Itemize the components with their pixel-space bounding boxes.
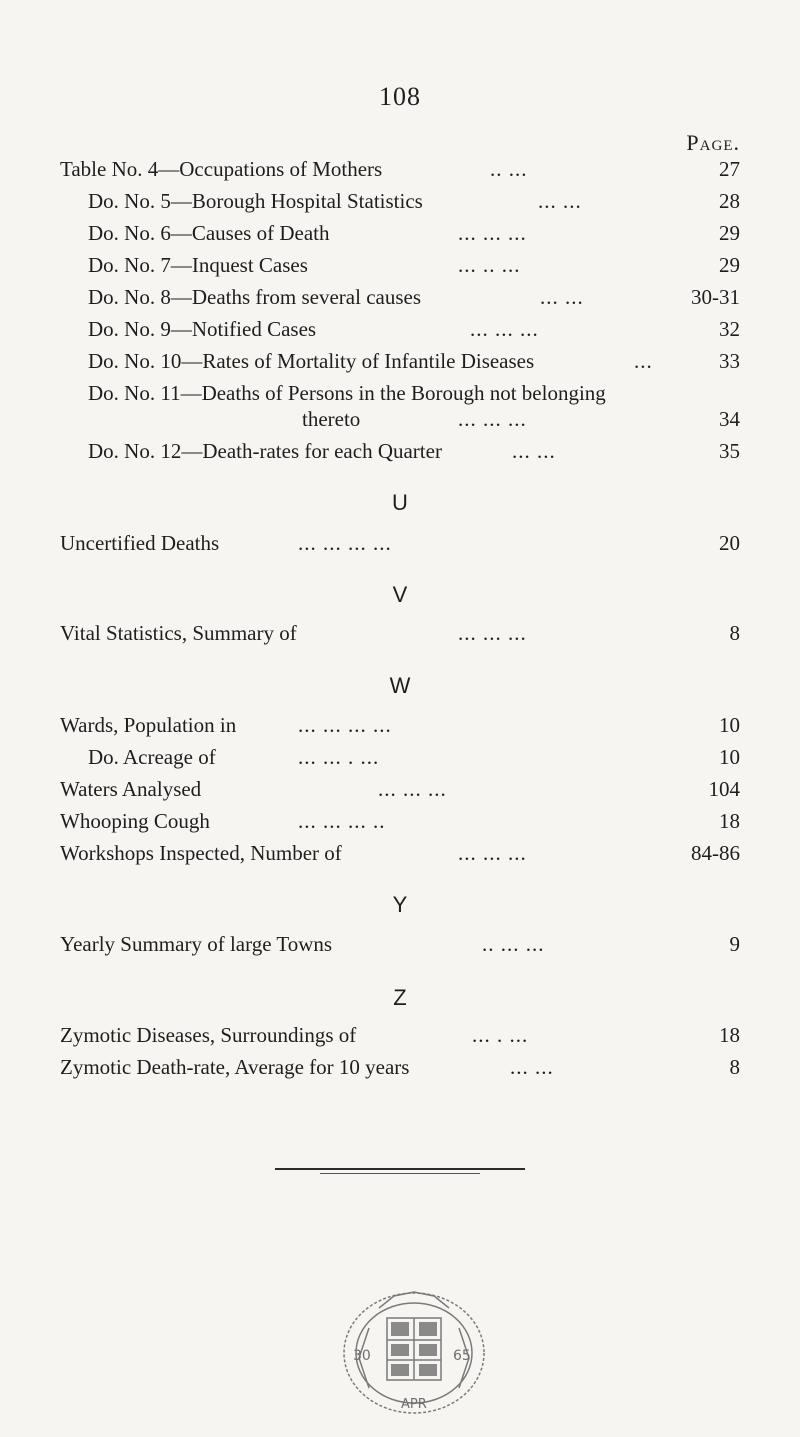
leader-dots: ... . ... — [472, 1023, 529, 1047]
entry-prefix: Do. — [88, 221, 119, 245]
page-ref: 10 — [719, 745, 740, 769]
section-letter-w: W — [389, 673, 411, 698]
page-ref: 9 — [729, 932, 740, 956]
divider-rule-thin — [320, 1173, 480, 1174]
divider-rule — [275, 1168, 525, 1170]
page-ref: 18 — [719, 809, 740, 833]
entry-title: Uncertified Deaths — [60, 531, 220, 555]
stamp-bottom-text: APR — [401, 1397, 427, 1412]
entry-no: No. — [124, 221, 156, 245]
leader-dots: ... ... ... — [378, 777, 447, 801]
leader-dots: ... ... . ... — [298, 745, 380, 769]
leader-dots: ... — [634, 349, 653, 373]
page-ref: 29 — [719, 253, 740, 277]
page-ref: 20 — [719, 531, 740, 555]
entry-no: No. — [111, 157, 143, 181]
entry-no: No. — [124, 439, 156, 463]
entry-title: 8—Deaths from several causes — [160, 285, 421, 309]
entry-no: No. — [124, 349, 156, 373]
entry-title: 5—Borough Hospital Statistics — [160, 189, 423, 213]
section-letter-v: V — [392, 582, 408, 607]
section-letter-y: Y — [392, 892, 408, 917]
entry-title: Yearly Summary of large Towns — [60, 932, 333, 956]
page-ref: 32 — [719, 317, 740, 341]
entry-prefix: Do. — [88, 439, 119, 463]
entry-title: 4—Occupations of Mothers — [147, 157, 383, 181]
stamp-left-text: 30 — [353, 1348, 371, 1364]
leader-dots: ... .. ... — [458, 253, 521, 277]
leader-dots: .. ... — [490, 157, 528, 181]
section-letter-u: U — [392, 490, 408, 515]
page-ref: 28 — [719, 189, 740, 213]
entry-title: Zymotic Death-rate, Average for 10 years — [60, 1055, 410, 1079]
leader-dots: ... ... — [510, 1055, 554, 1079]
entry-title: Vital Statistics, Summary of — [60, 621, 297, 645]
entry-title-continued: thereto — [302, 407, 361, 431]
leader-dots: ... ... ... — [458, 621, 527, 645]
page-ref: 10 — [719, 713, 740, 737]
page-ref: 29 — [719, 221, 740, 245]
leader-dots: ... ... ... ... — [298, 531, 392, 555]
entry-title: 9—Notified Cases — [160, 317, 317, 341]
page-ref: 84-86 — [691, 841, 740, 865]
entry-title: Wards, Population in — [60, 713, 237, 737]
page-ref: 8 — [729, 621, 740, 645]
entry-prefix: Do. — [88, 349, 119, 373]
page-column-header: Page. — [686, 130, 740, 155]
page-ref: 18 — [719, 1023, 740, 1047]
entry-prefix: Do. — [88, 317, 119, 341]
leader-dots: ... ... ... — [458, 221, 527, 245]
entry-prefix: Do. — [88, 189, 119, 213]
section-letter-z: Z — [393, 985, 407, 1010]
table-entry — [60, 380, 740, 436]
entry-prefix: Table — [60, 157, 107, 181]
entry-title: 12—Death-rates for each Quarter — [160, 439, 442, 463]
entry-title: Do. Acreage of — [88, 745, 216, 769]
entry-title: 10—Rates of Mortality of Infantile Diseases — [160, 349, 535, 373]
entry-prefix: Do. — [88, 253, 119, 277]
entry-title: Whooping Cough — [60, 809, 210, 833]
library-stamp-seal — [339, 1288, 489, 1418]
page-ref: 30-31 — [691, 285, 740, 309]
leader-dots: ... ... ... ... — [298, 713, 392, 737]
page-ref: 35 — [719, 439, 740, 463]
entry-title: 6—Causes of Death — [160, 221, 330, 245]
entry-no: No. — [124, 381, 156, 405]
leader-dots: ... ... — [538, 189, 582, 213]
entry-title: 7—Inquest Cases — [160, 253, 308, 277]
leader-dots: ... ... — [512, 439, 556, 463]
page-ref: 33 — [719, 349, 740, 373]
page-ref: 34 — [719, 407, 740, 431]
page-ref: 27 — [719, 157, 740, 181]
page-ref: 104 — [708, 777, 740, 801]
entry-prefix: Do. — [88, 381, 119, 405]
entry-title: 11—Deaths of Persons in the Borough not belonging — [160, 381, 606, 405]
entry-no: No. — [124, 189, 156, 213]
entry-title: Zymotic Diseases, Surroundings of — [60, 1023, 357, 1047]
leader-dots: .. ... ... — [482, 932, 545, 956]
entry-no: No. — [124, 285, 156, 309]
leader-dots: ... ... ... — [470, 317, 539, 341]
entry-title: Waters Analysed — [60, 777, 202, 801]
leader-dots: ... ... ... .. — [298, 809, 386, 833]
stamp-right-text: 65 — [453, 1348, 471, 1364]
leader-dots: ... ... — [540, 285, 584, 309]
page-ref: 8 — [729, 1055, 740, 1079]
leader-dots: ... ... ... — [458, 841, 527, 865]
entry-title: Workshops Inspected, Number of — [60, 841, 342, 865]
entry-prefix: Do. — [88, 285, 119, 309]
entry-no: No. — [124, 317, 156, 341]
page-number: 108 — [379, 82, 421, 111]
leader-dots: ... ... ... — [458, 407, 527, 431]
entry-no: No. — [124, 253, 156, 277]
